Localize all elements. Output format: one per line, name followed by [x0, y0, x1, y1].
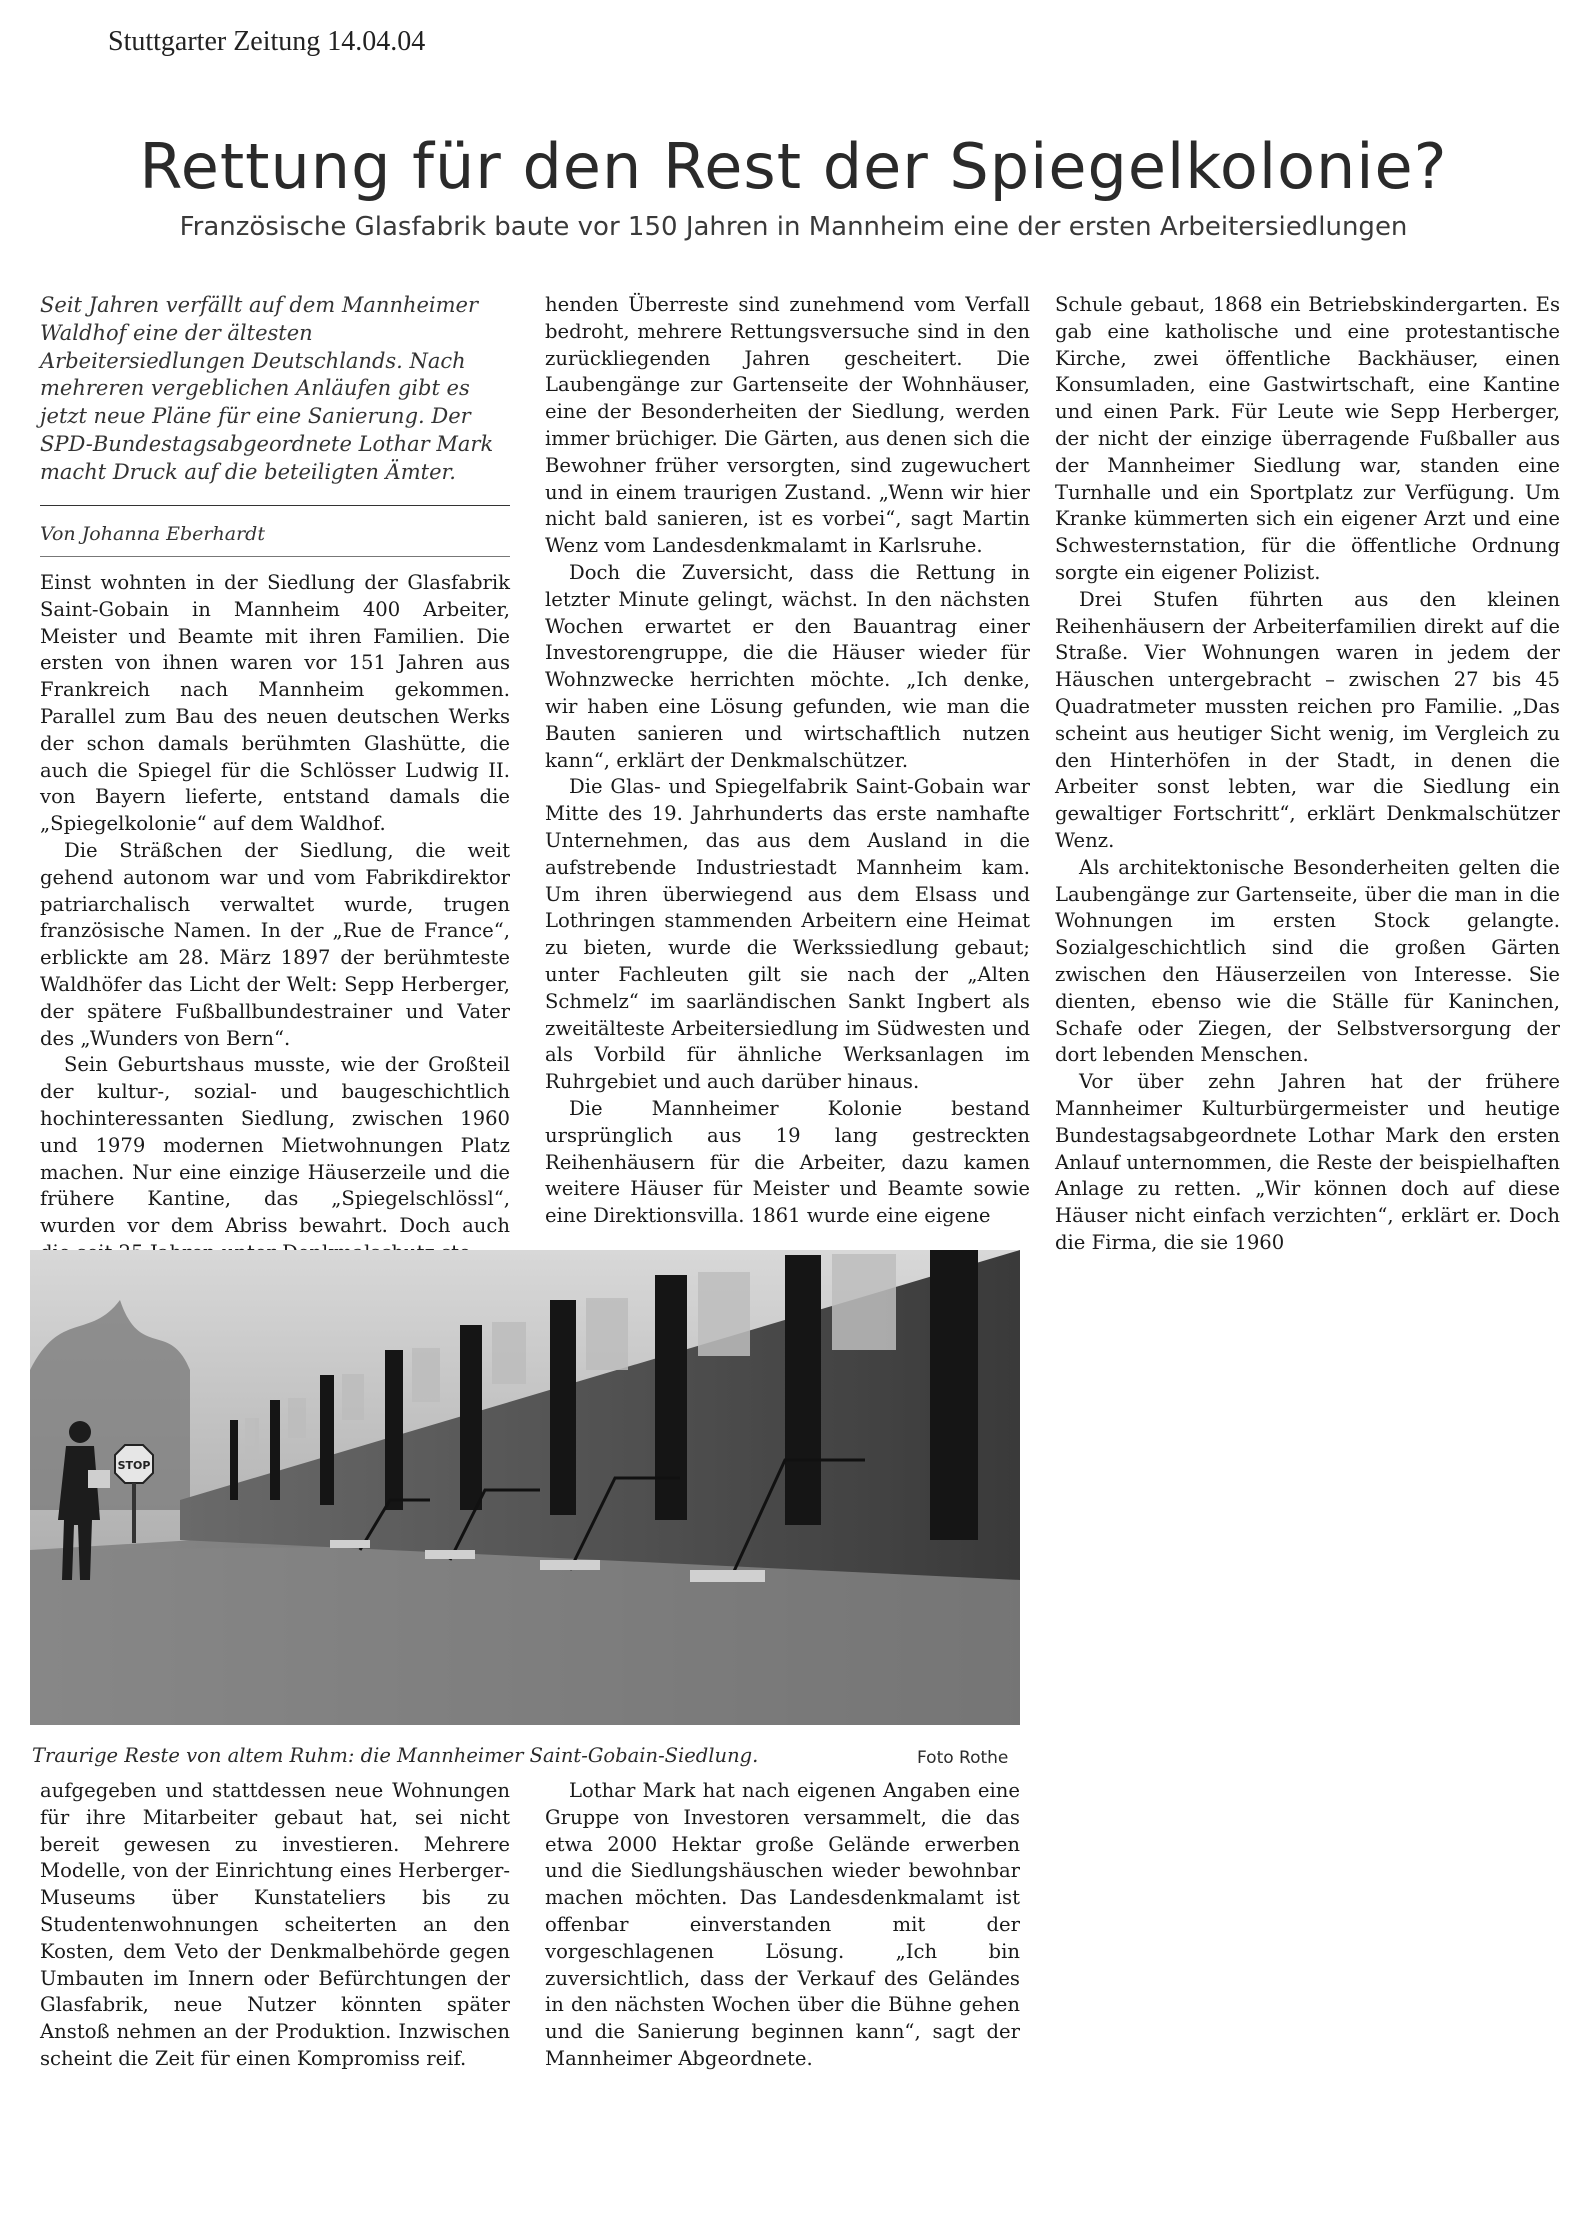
teaser-rule	[40, 505, 510, 506]
photo	[30, 1250, 1020, 1725]
byline-rule	[40, 556, 510, 557]
paragraph: Vor über zehn Jahren hat der frühere Mannheimer Kulturbürgermeister und heutige Bundestagsabgeordnete Lothar Mark den ersten Anlauf unternommen, die Reste der beispielhaften Anlage zu retten. „Wir können doch auf diese Häuser nicht einfach verzichten“, erklärt er. Doch die Firma, die sie 1960	[1055, 1070, 1560, 1254]
column-4	[40, 1778, 510, 2073]
paragraph: Schule gebaut, 1868 ein Betriebskindergarten. Es gab eine katholische und eine protestantische Kirche, zwei öffentliche Backhäuser, einen Konsumladen, eine Gastwirtschaft, eine Kantine und einen Park. Für Leute wie Sepp Herberger, der nicht der einzige überragende Fußballer aus der Mannheimer Siedlung war, standen eine Turnhalle und ein Sportplatz zur Verfügung. Um Kranke kümmerten sich ein eigener Arzt und eine Schwesternstation, für die öffentliche Ordnung sorgte ein eigener Polizist.	[1055, 293, 1560, 584]
column-5	[545, 1778, 1020, 2073]
byline: Von Johanna Eberhardt	[40, 523, 265, 545]
source-line: Stuttgarter Zeitung 14.04.04	[108, 26, 426, 57]
paragraph: henden Überreste sind zunehmend vom Verfall bedroht, mehrere Rettungsversuche sind in den zurückliegenden Jahren gescheitert. Die Laubengänge zur Gartenseite der Wohnhäuser, eine der Besonderheiten der Siedlung, werden immer brüchiger. Die Gärten, aus denen sich die Bewohner früher versorgten, sind zugewuchert und in einem traurigen Zustand. „Wenn wir hier nicht bald sanieren, ist es vorbei“, sagt Martin Wenz vom Landesdenkmalamt in Karlsruhe.	[545, 293, 1030, 558]
photo-caption: Traurige Reste von altem Ruhm: die Mannheimer Saint-Gobain-Siedlung.	[32, 1744, 759, 1767]
paragraph: Doch die Zuversicht, dass die Rettung in letzter Minute gelingt, wächst. In den nächsten Wochen erwartet er den Bauantrag einer Investorengruppe, die die Häuser wieder für Wohnzwecke herrichten möchte. „Ich denke, wir haben eine Lösung gefunden, wie man die Bauten sanieren und wirtschaftlich nutzen kann“, erklärt der Denkmalschützer.	[545, 560, 1030, 772]
column-3	[1055, 292, 1560, 1257]
paragraph: Einst wohnten in der Siedlung der Glasfabrik Saint-Gobain in Mannheim 400 Arbeiter, Meister und Beamte mit ihren Familien. Die ersten von ihnen waren vor 151 Jahren aus Frankreich nach Mannheim gekommen. Parallel zum Bau des neuen deutschen Werks der schon damals berühmten Glashütte, die auch die Spiegel für die Schlösser Ludwig II. von Bayern lieferte, entstand damals die „Spiegelkolonie“ auf dem Waldhof.	[40, 571, 510, 836]
paragraph: Die Mannheimer Kolonie bestand ursprünglich aus 19 lang gestreckten Reihenhäusern für die Arbeiter, dazu kamen weitere Häuser für Meister und Beamte sowie eine Direktionsvilla. 1861 wurde eine eigene	[545, 1096, 1030, 1228]
paragraph: Sein Geburtshaus musste, wie der Großteil der kultur-, sozial- und baugeschichtlich hochinteressanten Siedlung, zwischen 1960 und 1979 modernen Mietwohnungen Platz machen. Nur eine einzige Häuserzeile und die frühere Kantine, das „Spiegelschlössl“, wurden vor dem Abriss bewahrt. Doch auch	[40, 1053, 510, 1238]
column-1	[40, 570, 510, 1267]
photo-credit: Foto Rothe	[917, 1748, 1009, 1768]
paragraph: aufgegeben und stattdessen neue Wohnungen für ihre Mitarbeiter gebaut hat, sei nicht bereit gewesen zu investieren. Mehrere Modelle, von der Einrichtung eines Herberger-Museums über Kunstateliers bis zu Studentenwohnungen scheiterten an den Kosten, dem Veto der Denkmalbehörde gegen Umbauten im Innern oder Befürchtungen der Glasfabrik, neue Nutzer könnten später Anstoß nehmen an der Produktion. Inzwischen scheint die Zeit für einen Kompromiss reif.	[40, 1779, 510, 2070]
column-2	[545, 292, 1030, 1230]
subheadline: Französische Glasfabrik baute vor 150 Jahren in Mannheim eine der ersten Arbeitersiedlungen	[179, 212, 1408, 242]
paragraph: Als architektonische Besonderheiten gelten die Laubengänge zur Gartenseite, über die man in die Wohnungen im ersten Stock gelangte. Sozialgeschichtlich sind die großen Gärten zwischen den Häuserzeilen von Interesse. Sie dienten, ebenso wie die Ställe für Kaninchen, Schafe oder Ziegen, der Selbstversorgung der dort lebenden Menschen.	[1055, 855, 1560, 1067]
paragraph: Die Glas- und Spiegelfabrik Saint-Gobain war Mitte des 19. Jahrhunderts das erste namhafte Unternehmen, das aus dem Ausland in die aufstrebende Industriestadt Mannheim kam. Um ihren überwiegend aus dem Elsass und Lothringen stammenden Arbeitern eine Heimat zu bieten, wurde die Werkssiedlung gebaut; unter Fachleuten gilt sie nach der „Alten Schmelz“ im saarländischen Sankt Ingbert als zweitälteste Arbeitersiedlung im Südwesten und als Vorbild für ähnliche Werksanlagen im Ruhrgebiet und auch darüber hinaus.	[545, 775, 1030, 1094]
paragraph: Drei Stufen führten aus den kleinen Reihenhäusern der Arbeiterfamilien direkt auf die Straße. Vier Wohnungen waren in jedem der Häuschen untergebracht – zwischen 27 bis 45 Quadratmeter mussten reichen pro Familie. „Das scheint aus heutiger Sicht wenig, im Vergleich zu den Hinterhöfen in der Stadt, in denen die Arbeiter sonst lebten, war die Siedlung ein gewaltiger Fortschritt“, erklärt Denkmalschützer Wenz.	[1055, 587, 1560, 852]
teaser: Seit Jahren verfällt auf dem Mannheimer Waldhof eine der ältesten Arbeitersiedlungen Deutschlands. Nach mehreren vergeblichen Anläufen gibt es jetzt neue Pläne für eine Sanierung. Der SPD-Bundestagsabgeordnete Lothar Mark macht Druck auf die beteiligten Ämter.	[40, 293, 494, 484]
paragraph: Die Sträßchen der Siedlung, die weit gehend autonom war und vom Fabrikdirektor patriarchalisch verwaltet wurde, trugen französische Namen. In der „Rue de France“, erblickte am 28. März 1897 der berühmteste Waldhöfer das Licht der Welt: Sepp Herberger, der spätere Fußballbundestrainer und Vater des „Wunders von Bern“.	[40, 838, 510, 1050]
stop-sign-text: STOP	[117, 1459, 151, 1472]
paragraph: Lothar Mark hat nach eigenen Angaben eine Gruppe von Investoren versammelt, die das etwa 2000 Hektar große Gelände erwerben und die Siedlungshäuschen wieder bewohnbar machen möchten. Das Landesdenkmalamt ist offenbar einverstanden mit der vorgeschlagenen Lösung. „Ich bin zuversichtlich, dass der Verkauf des Geländes in den nächsten Wochen über die Bühne gehen und die Sanierung beginnen kann“, sagt der Mannheimer Abgeordnete.	[545, 1779, 1020, 2070]
headline: Rettung für den Rest der Spiegelkolonie?	[139, 130, 1448, 203]
